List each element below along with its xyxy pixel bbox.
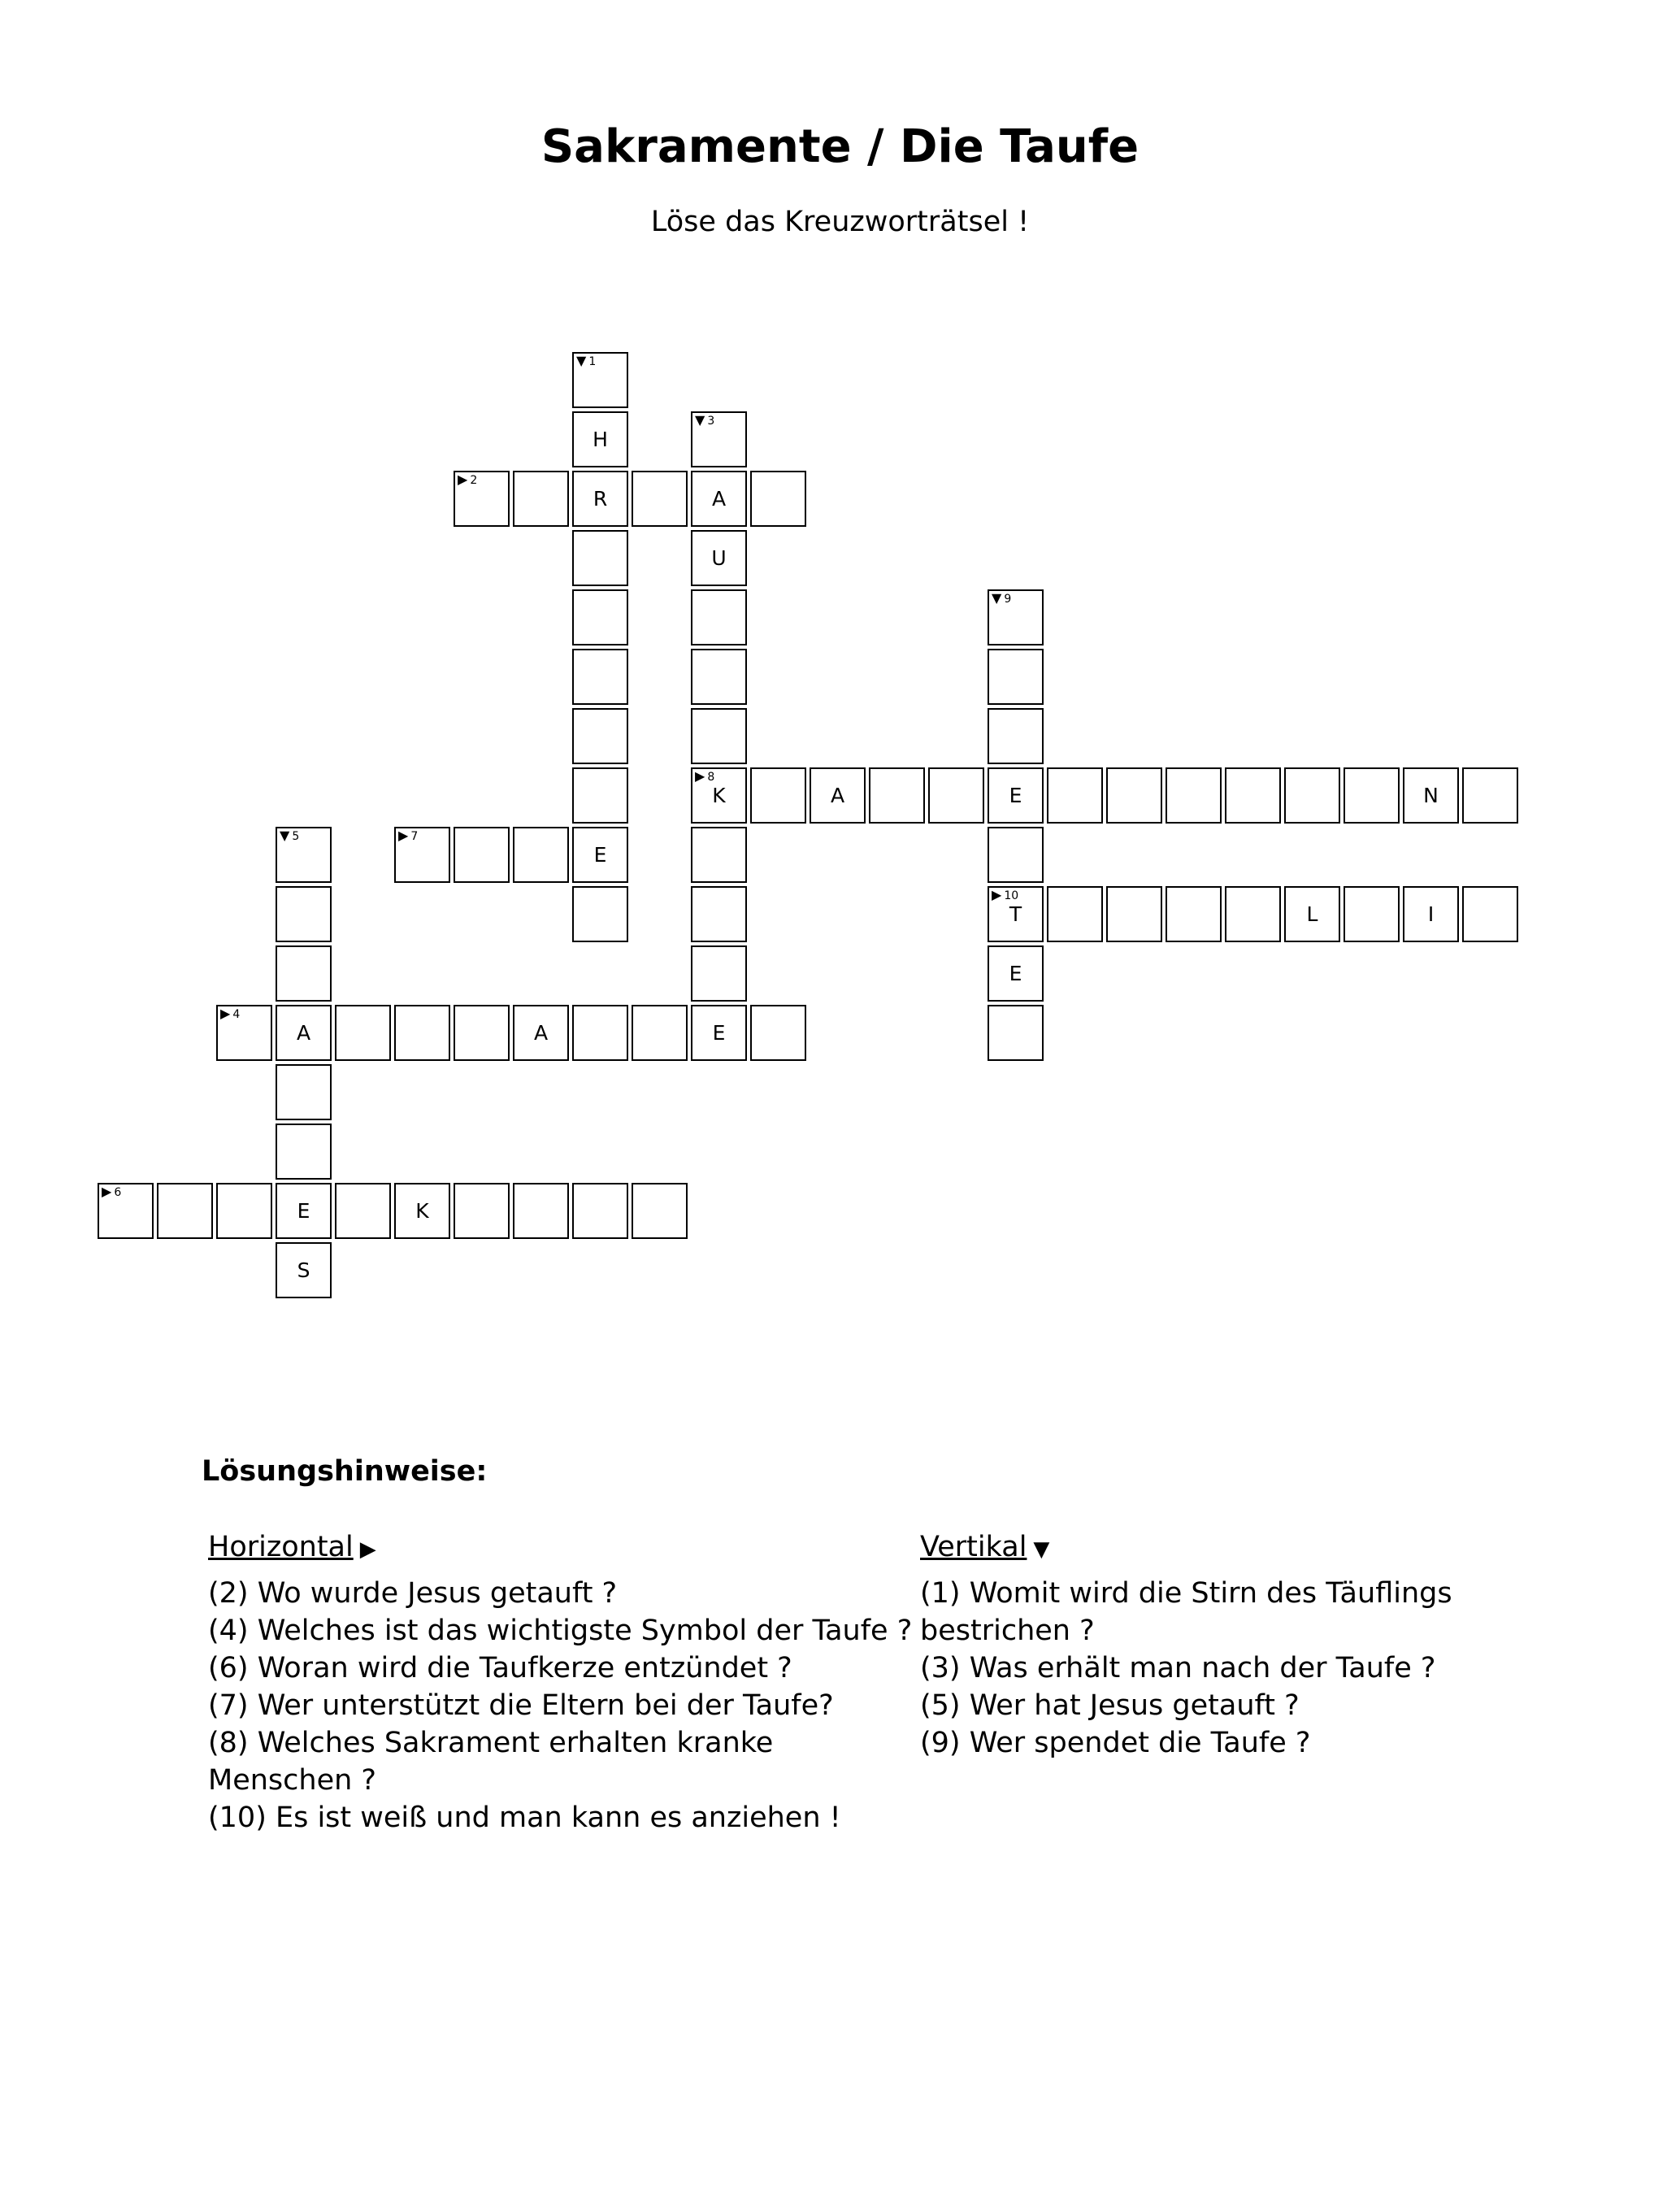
cell-letter: K <box>712 784 726 807</box>
crossword-cell[interactable] <box>572 471 628 527</box>
horizontal-clue: (7) Wer unterstützt die Eltern bei der Taufe? <box>208 1689 834 1722</box>
crossword-cell[interactable] <box>691 411 747 467</box>
clue-number <box>576 354 596 368</box>
crossword-cell[interactable] <box>394 827 450 883</box>
horizontal-clue: (4) Welches ist das wichtigste Symbol der Taufe ? <box>208 1615 913 1647</box>
crossword-cell[interactable] <box>1403 767 1459 824</box>
clue-number-text: 2 <box>470 474 478 487</box>
down-triangle-icon: ▼ <box>1033 1537 1050 1562</box>
crossword-cell[interactable] <box>691 1005 747 1061</box>
vertical-clue-list <box>920 1575 1538 1762</box>
crossword-cell[interactable] <box>572 649 628 705</box>
crossword-cell[interactable] <box>691 767 747 824</box>
cell-letter: N <box>1423 784 1439 807</box>
crossword-cell[interactable] <box>572 411 628 467</box>
crossword-cell[interactable] <box>276 827 332 883</box>
crossword-cell[interactable] <box>335 1183 391 1239</box>
down-triangle-icon: ▼ <box>576 353 587 368</box>
clue-number <box>102 1185 121 1199</box>
crossword-cell[interactable] <box>394 1005 450 1061</box>
crossword-cell[interactable] <box>632 1183 688 1239</box>
crossword-cell[interactable] <box>928 767 984 824</box>
crossword-cell[interactable] <box>869 767 925 824</box>
cell-letter: E <box>593 843 607 867</box>
crossword-cell[interactable] <box>988 767 1044 824</box>
crossword-cell[interactable] <box>1462 767 1518 824</box>
crossword-cell[interactable] <box>335 1005 391 1061</box>
right-triangle-icon: ▶ <box>458 472 468 487</box>
crossword-cell[interactable] <box>454 1183 510 1239</box>
clue-number-text: 4 <box>232 1008 241 1021</box>
crossword-cell[interactable] <box>572 708 628 764</box>
crossword-cell[interactable] <box>1403 886 1459 942</box>
crossword-cell[interactable] <box>1462 886 1518 942</box>
clue-number <box>280 829 299 843</box>
crossword-cell[interactable] <box>216 1005 272 1061</box>
horizontal-clues <box>208 1528 915 1836</box>
crossword-cell[interactable] <box>1047 767 1103 824</box>
clue-number-text: 8 <box>707 771 715 784</box>
crossword-cell[interactable] <box>572 886 628 942</box>
clue-number-text: 7 <box>410 830 419 843</box>
crossword-cell[interactable] <box>98 1183 154 1239</box>
crossword-cell[interactable] <box>1047 886 1103 942</box>
crossword-cell[interactable] <box>572 589 628 645</box>
crossword-cell[interactable] <box>276 1183 332 1239</box>
right-triangle-icon: ▶ <box>398 828 409 843</box>
cell-letter: I <box>1427 902 1435 926</box>
clue-number <box>398 829 418 843</box>
horizontal-clue: (2) Wo wurde Jesus getauft ? <box>208 1577 618 1610</box>
cell-letter: L <box>1306 902 1318 926</box>
crossword-cell[interactable] <box>572 1005 628 1061</box>
clue-number-text: 10 <box>1004 889 1019 902</box>
crossword-cell[interactable] <box>572 530 628 586</box>
cell-letter: A <box>711 487 727 511</box>
cell-letter: K <box>415 1199 429 1223</box>
crossword-cell[interactable] <box>276 886 332 942</box>
crossword-cell[interactable] <box>691 649 747 705</box>
page-subtitle: Löse das Kreuzworträtsel ! <box>650 206 1030 238</box>
crossword-cell[interactable] <box>691 471 747 527</box>
crossword-cell[interactable] <box>572 767 628 824</box>
crossword-cell[interactable] <box>1166 767 1222 824</box>
vertical-clue: (1) Womit wird die Stirn des Täuflings bestrichen ? <box>920 1577 1452 1647</box>
horizontal-clue: (6) Woran wird die Taufkerze entzündet ? <box>208 1652 792 1684</box>
crossword-cell[interactable] <box>276 1242 332 1298</box>
crossword-cell[interactable] <box>1225 767 1281 824</box>
clues-heading: Lösungshinweise: <box>202 1455 488 1488</box>
cell-letter: T <box>1009 902 1022 926</box>
horizontal-clue: (8) Welches Sakrament erhalten kranke Menschen ? <box>208 1727 774 1797</box>
crossword-cell[interactable] <box>750 1005 806 1061</box>
crossword-cell[interactable] <box>750 471 806 527</box>
cell-letter: A <box>830 784 845 807</box>
horizontal-clue-list <box>208 1575 915 1836</box>
cell-letter: E <box>1009 784 1022 807</box>
cell-letter: U <box>711 546 727 570</box>
crossword-cell[interactable] <box>513 471 569 527</box>
crossword-cell[interactable] <box>276 1124 332 1180</box>
crossword-cell[interactable] <box>1106 767 1162 824</box>
vertical-clue: (5) Wer hat Jesus getauft ? <box>920 1689 1300 1722</box>
right-triangle-icon: ▶ <box>359 1537 376 1562</box>
crossword-cell[interactable] <box>750 767 806 824</box>
crossword-cell[interactable] <box>276 945 332 1002</box>
crossword-cell[interactable] <box>513 1183 569 1239</box>
crossword-cell[interactable] <box>632 471 688 527</box>
crossword-cell[interactable] <box>276 1064 332 1120</box>
cell-letter: A <box>533 1021 549 1045</box>
right-triangle-icon: ▶ <box>102 1184 112 1199</box>
cell-letter: S <box>297 1258 310 1282</box>
crossword-cell[interactable] <box>1344 767 1400 824</box>
horizontal-clue: (10) Es ist weiß und man kann es anziehen ! <box>208 1802 841 1834</box>
crossword-cell[interactable] <box>1344 886 1400 942</box>
crossword-cell[interactable] <box>1106 886 1162 942</box>
clue-number-text: 1 <box>588 355 597 368</box>
crossword-cell[interactable] <box>988 708 1044 764</box>
right-triangle-icon: ▶ <box>695 768 705 784</box>
crossword-cell[interactable] <box>572 352 628 408</box>
crossword-cell[interactable] <box>394 1183 450 1239</box>
clue-number-text: 9 <box>1004 593 1012 606</box>
crossword-cell[interactable] <box>454 1005 510 1061</box>
crossword-cell[interactable] <box>988 1005 1044 1061</box>
crossword-cell[interactable] <box>988 945 1044 1002</box>
crossword-cell[interactable] <box>216 1183 272 1239</box>
crossword-cell[interactable] <box>1225 886 1281 942</box>
clue-number <box>458 473 477 487</box>
crossword-cell[interactable] <box>691 827 747 883</box>
vertical-heading <box>920 1528 1538 1568</box>
crossword-cell[interactable] <box>988 886 1044 942</box>
clue-number-text: 3 <box>707 415 715 428</box>
crossword-cell[interactable] <box>454 827 510 883</box>
crossword-cell[interactable] <box>988 589 1044 645</box>
cell-letter: E <box>1009 962 1022 985</box>
horizontal-label: Horizontal <box>208 1531 354 1563</box>
crossword-cell[interactable] <box>454 471 510 527</box>
cell-letter: A <box>296 1021 311 1045</box>
cell-letter: E <box>712 1021 726 1045</box>
down-triangle-icon: ▼ <box>695 412 705 428</box>
crossword-cell[interactable] <box>691 530 747 586</box>
crossword-cell[interactable] <box>691 708 747 764</box>
clue-number <box>992 592 1011 606</box>
crossword-cell[interactable] <box>691 945 747 1002</box>
vertical-clue: (9) Wer spendet die Taufe ? <box>920 1727 1311 1759</box>
cell-letter: E <box>297 1199 310 1223</box>
crossword-cell[interactable] <box>988 649 1044 705</box>
crossword-cell[interactable] <box>1166 886 1222 942</box>
clue-number-text: 5 <box>292 830 300 843</box>
page-title: Sakramente / Die Taufe <box>540 120 1140 173</box>
crossword-cell[interactable] <box>572 1183 628 1239</box>
vertical-clue: (3) Was erhält man nach der Taufe ? <box>920 1652 1436 1684</box>
down-triangle-icon: ▼ <box>280 828 290 843</box>
clue-number <box>695 414 714 428</box>
crossword-cell[interactable] <box>1284 886 1340 942</box>
vertical-label: Vertikal <box>920 1531 1027 1563</box>
right-triangle-icon: ▶ <box>992 887 1002 902</box>
crossword-cell[interactable] <box>810 767 866 824</box>
crossword-cell[interactable] <box>988 827 1044 883</box>
horizontal-heading <box>208 1528 915 1568</box>
cell-letter: H <box>593 428 608 451</box>
crossword-cell[interactable] <box>513 827 569 883</box>
crossword-cell[interactable] <box>276 1005 332 1061</box>
clue-number-text: 6 <box>114 1186 122 1199</box>
crossword-cell[interactable] <box>513 1005 569 1061</box>
cell-letter: R <box>593 487 608 511</box>
clue-number <box>220 1007 240 1021</box>
crossword-cell[interactable] <box>691 886 747 942</box>
crossword-cell[interactable] <box>572 827 628 883</box>
right-triangle-icon: ▶ <box>220 1006 231 1021</box>
crossword-cell[interactable] <box>632 1005 688 1061</box>
vertical-clues <box>920 1528 1538 1762</box>
crossword-cell[interactable] <box>691 589 747 645</box>
crossword-cell[interactable] <box>1284 767 1340 824</box>
down-triangle-icon: ▼ <box>992 590 1002 606</box>
crossword-cell[interactable] <box>157 1183 213 1239</box>
